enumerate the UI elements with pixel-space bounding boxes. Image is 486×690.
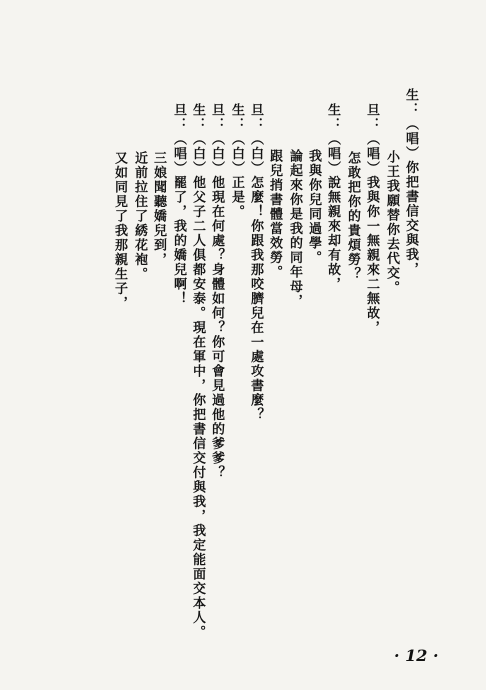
text-column-1: 生：（唱）你把書信交與我，: [403, 88, 418, 277]
text-column-12: 生：（白）他父子二人俱都安泰。現在軍中，你把書信交付與我，我定能面交本人。: [190, 103, 205, 640]
text-column-7: 論起來你是我的同年母，: [287, 149, 302, 309]
text-column-2: 小王我願替你去代交。: [384, 150, 399, 295]
text-column-5: 生：（唱）說無親來却有故，: [325, 103, 340, 292]
text-column-10: 生：（白）正是。: [229, 103, 244, 219]
text-column-8: 跟兒捎書體當效勞。: [267, 149, 282, 280]
text-column-11: 旦：（白）他現在何處？身體如何？你可會見過他的爹爹？: [209, 103, 224, 480]
text-column-3: 旦：（唱）我與你一無親來二無故，: [364, 103, 379, 335]
text-column-6: 我與你兒同過學。: [306, 149, 321, 265]
text-column-4: 怎敢把你的貴煩勞？: [345, 151, 360, 282]
text-column-15: 近前拉住了綉花袍。: [132, 151, 147, 282]
text-column-16: 又如同見了我那親生子，: [112, 151, 127, 311]
text-column-9: 旦：（白）怎麼！你跟我那咬臍兒在一處攻書麼？: [248, 103, 263, 422]
page-number: · 12 ·: [394, 646, 439, 665]
text-column-13: 旦：（唱）罷了，我的嬌兒啊！: [171, 103, 186, 306]
text-column-14: 三娘聞聽嬌兒到，: [151, 151, 166, 267]
